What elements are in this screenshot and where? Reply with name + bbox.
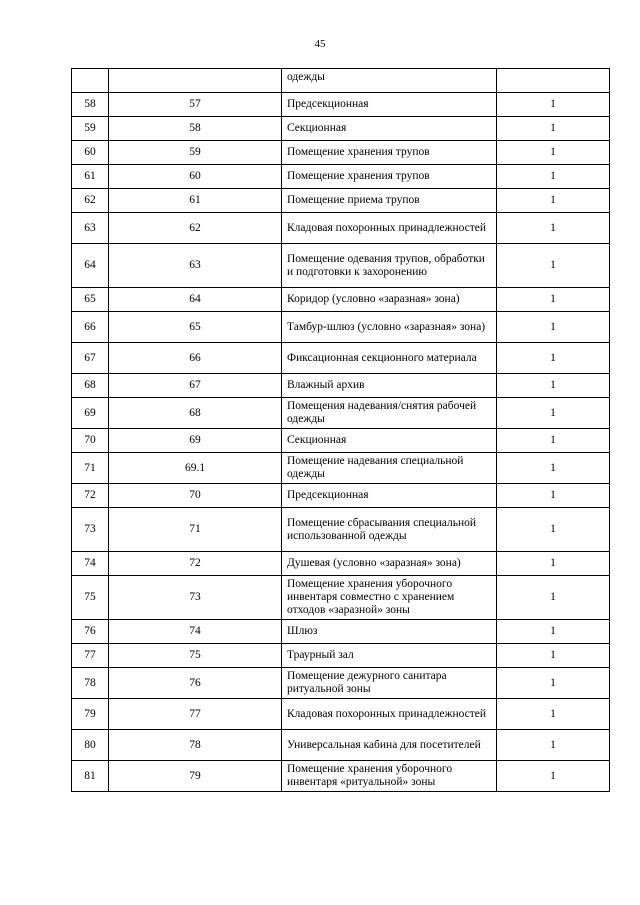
room-code-cell: 57 (109, 93, 282, 117)
row-number-cell: 61 (72, 165, 109, 189)
room-name-cell: Помещения надевания/снятия рабочей одежды (282, 398, 497, 429)
room-name-cell: Влажный архив (282, 374, 497, 398)
table-row (72, 699, 610, 730)
table-row (72, 761, 610, 792)
table-row (72, 453, 610, 484)
room-code-cell: 61 (109, 189, 282, 213)
table-body (72, 69, 610, 792)
quantity-cell: 1 (497, 508, 610, 552)
table-row (72, 508, 610, 552)
row-number-cell: 74 (72, 552, 109, 576)
room-name-cell: Помещение сбрасывания специальной использованной одежды (282, 508, 497, 552)
table-row (72, 576, 610, 620)
room-name-cell: Секционная (282, 117, 497, 141)
table-row (72, 93, 610, 117)
room-code-cell: 69 (109, 429, 282, 453)
quantity-cell: 1 (497, 668, 610, 699)
room-name-cell: Предсекционная (282, 484, 497, 508)
room-code-cell: 60 (109, 165, 282, 189)
room-name-cell: Фиксационная секционного материала (282, 343, 497, 374)
table-row (72, 620, 610, 644)
room-code-cell: 75 (109, 644, 282, 668)
room-name-cell: Тамбур-шлюз (условно «заразная» зона) (282, 312, 497, 343)
room-code-cell: 78 (109, 730, 282, 761)
row-number-cell: 70 (72, 429, 109, 453)
room-code-cell: 69.1 (109, 453, 282, 484)
room-code-cell: 67 (109, 374, 282, 398)
page-number: 45 (314, 38, 326, 50)
table-row (72, 730, 610, 761)
room-code-cell: 62 (109, 213, 282, 244)
room-name-cell: Траурный зал (282, 644, 497, 668)
table-row (72, 244, 610, 288)
room-name-cell: Помещение хранения трупов (282, 141, 497, 165)
room-code-cell: 73 (109, 576, 282, 620)
row-number-cell (72, 69, 109, 93)
row-number-cell: 66 (72, 312, 109, 343)
quantity-cell: 1 (497, 429, 610, 453)
room-code-cell: 59 (109, 141, 282, 165)
room-code-cell: 64 (109, 288, 282, 312)
table-row (72, 343, 610, 374)
row-number-cell: 72 (72, 484, 109, 508)
room-code-cell: 77 (109, 699, 282, 730)
table-row (72, 165, 610, 189)
row-number-cell: 67 (72, 343, 109, 374)
room-name-cell: Универсальная кабина для посетителей (282, 730, 497, 761)
room-name-cell: Шлюз (282, 620, 497, 644)
quantity-cell: 1 (497, 620, 610, 644)
room-code-cell: 79 (109, 761, 282, 792)
room-code-cell (109, 69, 282, 93)
row-number-cell: 68 (72, 374, 109, 398)
table-row (72, 312, 610, 343)
room-code-cell: 63 (109, 244, 282, 288)
room-name-cell: Помещение одевания трупов, обработки и подготовки к захоронению (282, 244, 497, 288)
row-number-cell: 75 (72, 576, 109, 620)
quantity-cell: 1 (497, 453, 610, 484)
quantity-cell: 1 (497, 165, 610, 189)
row-number-cell: 81 (72, 761, 109, 792)
quantity-cell: 1 (497, 93, 610, 117)
quantity-cell: 1 (497, 189, 610, 213)
table-row (72, 484, 610, 508)
quantity-cell: 1 (497, 576, 610, 620)
row-number-cell: 58 (72, 93, 109, 117)
row-number-cell: 64 (72, 244, 109, 288)
table-row-continuation (72, 69, 610, 93)
quantity-cell (497, 69, 610, 93)
row-number-cell: 59 (72, 117, 109, 141)
row-number-cell: 65 (72, 288, 109, 312)
room-name-cell: Коридор (условно «заразная» зона) (282, 288, 497, 312)
quantity-cell: 1 (497, 484, 610, 508)
room-name-cell: Помещение надевания специальной одежды (282, 453, 497, 484)
row-number-cell: 62 (72, 189, 109, 213)
room-table (71, 68, 610, 792)
room-name-cell: одежды (282, 69, 497, 93)
room-name-cell: Секционная (282, 429, 497, 453)
quantity-cell: 1 (497, 761, 610, 792)
quantity-cell: 1 (497, 730, 610, 761)
room-name-cell: Душевая (условно «заразная» зона) (282, 552, 497, 576)
quantity-cell: 1 (497, 213, 610, 244)
quantity-cell: 1 (497, 644, 610, 668)
row-number-cell: 76 (72, 620, 109, 644)
quantity-cell: 1 (497, 141, 610, 165)
quantity-cell: 1 (497, 288, 610, 312)
table-row (72, 398, 610, 429)
quantity-cell: 1 (497, 117, 610, 141)
quantity-cell: 1 (497, 343, 610, 374)
room-code-cell: 66 (109, 343, 282, 374)
row-number-cell: 71 (72, 453, 109, 484)
room-name-cell: Помещение хранения уборочного инвентаря совместно с хранением отходов «заразной» зоны (282, 576, 497, 620)
quantity-cell: 1 (497, 552, 610, 576)
table-row (72, 141, 610, 165)
room-code-cell: 76 (109, 668, 282, 699)
table-row (72, 189, 610, 213)
quantity-cell: 1 (497, 244, 610, 288)
room-code-cell: 72 (109, 552, 282, 576)
quantity-cell: 1 (497, 374, 610, 398)
room-name-cell: Помещение приема трупов (282, 189, 497, 213)
room-code-cell: 74 (109, 620, 282, 644)
row-number-cell: 69 (72, 398, 109, 429)
quantity-cell: 1 (497, 398, 610, 429)
table-row (72, 213, 610, 244)
row-number-cell: 60 (72, 141, 109, 165)
table-row (72, 552, 610, 576)
table-row (72, 288, 610, 312)
room-name-cell: Предсекционная (282, 93, 497, 117)
room-code-cell: 70 (109, 484, 282, 508)
table-row (72, 429, 610, 453)
quantity-cell: 1 (497, 312, 610, 343)
room-name-cell: Помещение хранения трупов (282, 165, 497, 189)
row-number-cell: 77 (72, 644, 109, 668)
room-code-cell: 68 (109, 398, 282, 429)
row-number-cell: 80 (72, 730, 109, 761)
room-name-cell: Помещение хранения уборочного инвентаря «ритуальной» зоны (282, 761, 497, 792)
row-number-cell: 63 (72, 213, 109, 244)
room-code-cell: 58 (109, 117, 282, 141)
row-number-cell: 79 (72, 699, 109, 730)
room-name-cell: Помещение дежурного санитара ритуальной зоны (282, 668, 497, 699)
row-number-cell: 78 (72, 668, 109, 699)
room-name-cell: Кладовая похоронных принадлежностей (282, 699, 497, 730)
room-code-cell: 71 (109, 508, 282, 552)
table-row (72, 374, 610, 398)
quantity-cell: 1 (497, 699, 610, 730)
table-row (72, 668, 610, 699)
table-row (72, 644, 610, 668)
table-row (72, 117, 610, 141)
room-name-cell: Кладовая похоронных принадлежностей (282, 213, 497, 244)
row-number-cell: 73 (72, 508, 109, 552)
room-code-cell: 65 (109, 312, 282, 343)
